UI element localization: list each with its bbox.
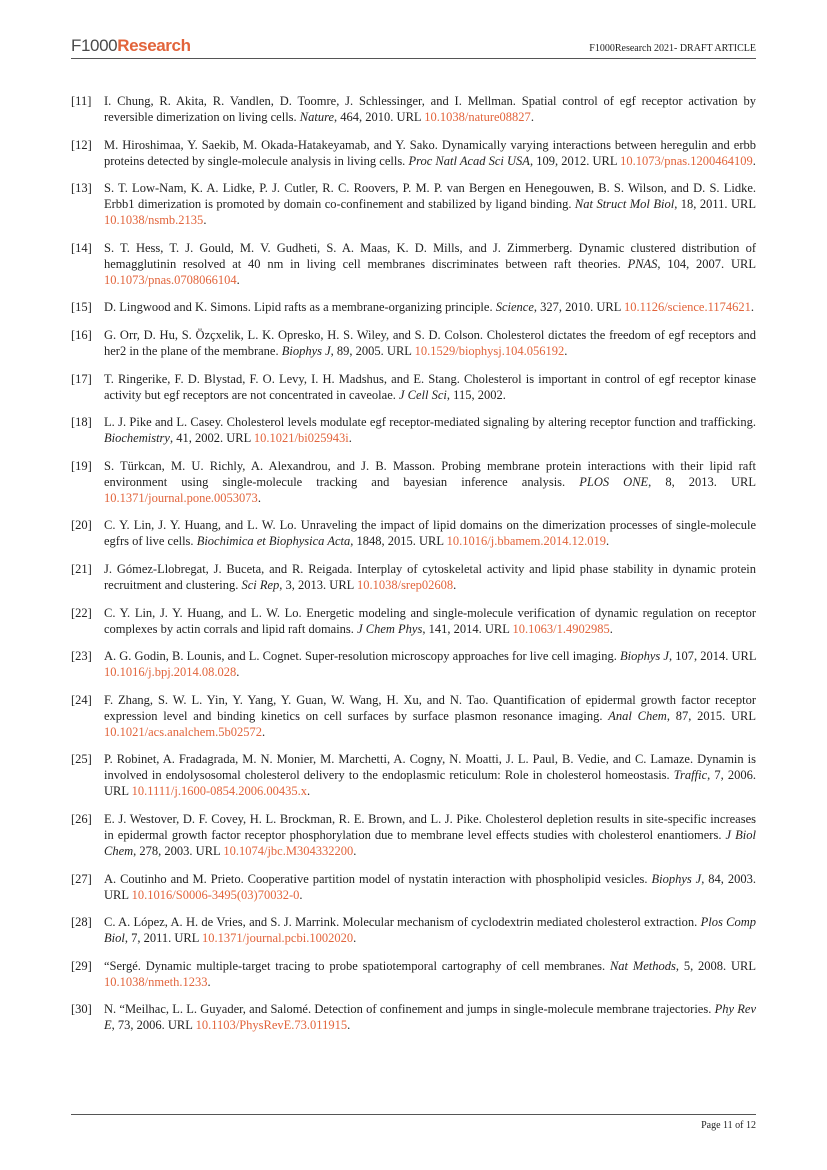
reference-authors-title: C. A. López, A. H. de Vries, and S. J. Marrink. Molecular mechanism of cyclodextrin mediated cholesterol extraction. (104, 915, 701, 930)
reference-list (71, 93, 756, 1045)
reference-item (71, 561, 756, 593)
page-number: Page 11 of 12 (701, 1120, 756, 1131)
reference-item (71, 414, 756, 446)
reference-number: [12] (71, 137, 92, 152)
reference-journal: J Biol Chem (104, 827, 756, 858)
reference-authors-title: A. Coutinho and M. Prieto. Cooperative partition model of nystatin interaction with phospholipid vesicles. (104, 871, 652, 886)
reference-item (71, 137, 756, 169)
reference-volume-year: , 107, 2014. URL (668, 649, 756, 664)
reference-authors-title: E. J. Westover, D. F. Covey, H. L. Brockman, R. E. Brown, and L. J. Pike. Cholesterol depletion results in site-specific increases in epidermal growth factor receptor phosphorylation due to membrane level effects studies with cholesterol enantiomers. (104, 811, 756, 842)
reference-end-punct: . (609, 621, 613, 636)
reference-journal: PLOS ONE (579, 474, 649, 489)
reference-number: [20] (71, 518, 92, 533)
reference-doi-link[interactable]: 10.1038/srep02608 (356, 577, 454, 592)
reference-item (71, 458, 756, 506)
reference-number: [29] (71, 958, 92, 973)
reference-end-punct: . (353, 843, 357, 858)
reference-number: [11] (71, 94, 92, 108)
reference-doi-link[interactable]: 10.1016/j.bbamem.2014.12.019 (446, 534, 607, 549)
footer-divider (71, 1114, 756, 1115)
reference-end-punct: . (347, 1018, 351, 1033)
reference-item (71, 648, 756, 680)
reference-end-punct: . (348, 431, 352, 446)
reference-authors-title: N. “Meilhac, L. L. Guyader, and Salomé. Detection of confinement and jumps in single-molecule membrane trajectories. (104, 1002, 715, 1017)
reference-item (71, 299, 756, 315)
reference-journal: J Cell Sci (399, 387, 447, 402)
reference-journal: Proc Natl Acad Sci USA (408, 153, 530, 168)
reference-end-punct: . (236, 272, 240, 287)
reference-number: [16] (71, 327, 92, 342)
reference-text (104, 180, 756, 228)
reference-journal: Biochimica et Biophysica Acta (196, 534, 351, 549)
reference-doi-link[interactable]: 10.1074/jbc.M304332200 (223, 843, 354, 858)
reference-end-punct: . (353, 931, 357, 946)
reference-item (71, 180, 756, 228)
reference-journal: Science (495, 300, 534, 315)
reference-authors-title: S. T. Low-Nam, K. A. Lidke, P. J. Cutler, R. C. Roovers, P. M. P. van Bergen en Henegouwen, B. S. Wilson, and D. S. Lidke. Erbb1 dimerization is promoted by domain co-confinement and stabilized by ligand binding. (104, 181, 756, 212)
reference-text (104, 605, 756, 637)
reference-volume-year: , 84, 2003. URL (104, 871, 756, 902)
reference-end-punct: . (299, 887, 303, 902)
reference-volume-year: , 87, 2015. URL (666, 708, 757, 723)
logo-research: Research (117, 36, 191, 55)
reference-authors-title: S. T. Hess, T. J. Gould, M. V. Gudheti, S. A. Maas, K. D. Mills, and J. Zimmerberg. Dynamic clustered distribution of hemagglutinin resolved at 40 nm in living cell membranes discriminates between raft theories. (104, 240, 756, 271)
reference-end-punct: . (203, 213, 207, 228)
reference-authors-title: T. Ringerike, F. D. Blystad, F. O. Levy, I. H. Madshus, and E. Stang. Cholesterol is important in control of egf receptor kinase activity but egf receptors are not concentrated in caveolae. (104, 371, 756, 402)
reference-text (104, 458, 756, 506)
header-article-label: F1000Research 2021- DRAFT ARTICLE (589, 43, 756, 54)
reference-volume-year: , 464, 2010. URL (334, 110, 425, 124)
reference-doi-link[interactable]: 10.1111/j.1600-0854.2006.00435.x (131, 784, 308, 799)
reference-text (104, 751, 756, 799)
reference-volume-year: , 73, 2006. URL (111, 1018, 196, 1033)
reference-volume-year: , 278, 2003. URL (133, 843, 224, 858)
reference-volume-year: , 327, 2010. URL (533, 300, 625, 315)
reference-item (71, 1001, 756, 1033)
reference-doi-link[interactable]: 10.1063/1.4902985 (512, 621, 610, 636)
reference-authors-title: I. Chung, R. Akita, R. Vandlen, D. Toomre, J. Schlessinger, and I. Mellman. Spatial control of egf receptor activation by reversible dimerization on living cells. (104, 94, 756, 124)
reference-journal: Biophys J (620, 649, 669, 664)
reference-authors-title: L. J. Pike and L. Casey. Cholesterol levels modulate egf receptor-mediated signaling by altering receptor function and trafficking. (104, 415, 756, 430)
reference-journal: Biophys J (651, 871, 702, 886)
f1000research-logo[interactable] (71, 36, 191, 56)
reference-item (71, 93, 756, 125)
reference-text (104, 240, 756, 288)
reference-number: [17] (71, 371, 92, 386)
reference-text (104, 371, 756, 403)
reference-authors-title: C. Y. Lin, J. Y. Huang, and L. W. Lo. Unraveling the impact of lipid domains on the dimerization processes of single-molecule egfrs of live cells. (104, 518, 756, 549)
reference-number: [21] (71, 561, 92, 576)
reference-authors-title: C. Y. Lin, J. Y. Huang, and L. W. Lo. Energetic modeling and single-molecule verification of dynamic regulation on receptor complexes by actin corrals and lipid raft domains. (104, 605, 756, 636)
reference-item (71, 517, 756, 549)
reference-doi-link[interactable]: 10.1371/journal.pcbi.1002020 (202, 931, 354, 946)
reference-authors-title: J. Gómez-Llobregat, J. Buceta, and R. Reigada. Interplay of cytoskeletal activity and lipid phase stability in dynamic protein recruitment and clustering. (104, 561, 756, 592)
reference-authors-title: S. Türkcan, M. U. Richly, A. Alexandrou, and J. B. Masson. Probing membrane protein interactions with their lipid raft environment using single-molecule tracking and bayesian inference analysis. (104, 458, 756, 489)
reference-item (71, 871, 756, 903)
reference-item (71, 240, 756, 288)
reference-number: [18] (71, 415, 92, 430)
reference-text (104, 958, 756, 990)
reference-authors-title: M. Hiroshimaa, Y. Saekib, M. Okada-Hatakeyamab, and Y. Sako. Dynamically varying interactions between heregulin and erbb proteins detected by single-molecule analysis in living cells. (104, 137, 756, 168)
reference-item (71, 958, 756, 990)
reference-doi-link[interactable]: 10.1529/biophysj.104.056192 (414, 343, 565, 358)
reference-volume-year: , 141, 2014. URL (422, 621, 513, 636)
reference-volume-year: , 89, 2005. URL (330, 343, 415, 358)
reference-text (104, 871, 756, 903)
reference-item (71, 371, 756, 403)
reference-authors-title: D. Lingwood and K. Simons. Lipid rafts as a membrane-organizing principle. (104, 300, 496, 315)
reference-journal: PNAS (627, 256, 658, 271)
reference-journal: Nat Methods (609, 958, 676, 973)
reference-item (71, 327, 756, 359)
reference-volume-year: , 1848, 2015. URL (350, 534, 447, 549)
reference-volume-year: , 5, 2008. URL (675, 958, 756, 973)
reference-number: [14] (71, 240, 92, 255)
reference-end-punct: . (236, 665, 240, 680)
reference-text (104, 517, 756, 549)
reference-text (104, 414, 756, 446)
reference-journal: Traffic (673, 768, 708, 783)
reference-end-punct: . (750, 300, 754, 315)
reference-volume-year: , 18, 2011. URL (674, 197, 756, 212)
reference-item (71, 914, 756, 946)
reference-item (71, 605, 756, 637)
reference-end-punct: . (261, 724, 266, 739)
reference-journal: Nature (299, 110, 335, 124)
reference-text (104, 327, 756, 359)
reference-journal: Plos Comp Biol (104, 915, 756, 946)
reference-text (104, 692, 756, 740)
reference-number: [25] (71, 752, 92, 767)
reference-journal: Nat Struct Mol Biol (574, 197, 675, 212)
reference-journal: Anal Chem (608, 708, 667, 723)
reference-journal: Phy Rev E (104, 1002, 756, 1033)
reference-text (104, 561, 756, 593)
reference-volume-year: , 7, 2006. URL (104, 768, 756, 799)
reference-journal: Sci Rep (241, 577, 280, 592)
reference-number: [15] (71, 300, 92, 315)
reference-volume-year: , 109, 2012. URL (529, 153, 621, 168)
reference-doi-link[interactable]: 10.1038/nsmb.2135 (104, 213, 204, 228)
reference-text (104, 648, 756, 680)
reference-volume-year: , 104, 2007. URL (657, 256, 756, 271)
page-header (71, 34, 756, 60)
reference-end-punct: . (564, 343, 568, 358)
reference-number: [28] (71, 915, 92, 930)
reference-authors-title: A. G. Godin, B. Lounis, and L. Cognet. Super-resolution microscopy approaches for live cell imaging. (104, 649, 620, 664)
reference-journal: J Chem Phys (357, 621, 423, 636)
reference-end-punct: . (453, 577, 457, 592)
reference-authors-title: P. Robinet, A. Fradagrada, M. N. Monier, M. Marchetti, A. Cogny, N. Moatti, J. L. Paul, B. Vedie, and C. Lamaze. Dynamin is involved in endolysosomal cholesterol delivery to the endoplasmic reticulum: Role in cholesterol homeostasis. (104, 752, 756, 783)
reference-end-punct: . (752, 153, 756, 168)
reference-journal: Biophys J (281, 343, 331, 358)
header-divider (71, 58, 756, 59)
reference-number: [13] (71, 181, 92, 196)
reference-number: [27] (71, 871, 92, 886)
reference-authors-title: “Sergé. Dynamic multiple-target tracing to probe spatiotemporal cartography of cell membranes. (104, 958, 610, 973)
reference-text (104, 93, 756, 125)
reference-authors-title: F. Zhang, S. W. L. Yin, Y. Yang, Y. Guan, W. Wang, H. Xu, and N. Tao. Quantification of epidermal growth factor receptor expression level and binding kinetics on cell surfaces by surface plasmon resonance imaging. (104, 692, 756, 723)
reference-number: [22] (71, 605, 92, 620)
reference-end-punct: . (257, 490, 261, 505)
reference-end-punct: . (606, 534, 610, 549)
reference-text (104, 914, 756, 946)
reference-authors-title: G. Orr, D. Hu, S. Özçxelik, L. K. Opresko, H. S. Wiley, and S. D. Colson. Cholesterol dictates the freedom of egf receptors and her2 in the plane of the membrane. (104, 327, 756, 358)
reference-doi-link[interactable]: 10.1016/j.bpj.2014.08.028 (104, 665, 237, 680)
reference-journal: Biochemistry (104, 431, 170, 446)
reference-doi-link[interactable]: 10.1103/PhysRevE.73.011915 (195, 1018, 348, 1033)
reference-doi-link[interactable]: 10.1038/nmeth.1233 (104, 974, 208, 989)
reference-item (71, 692, 756, 740)
reference-volume-year: , 115, 2002. (446, 387, 506, 402)
reference-text (104, 811, 756, 859)
reference-doi-link[interactable]: 10.1371/journal.pone.0053073 (104, 490, 258, 505)
reference-volume-year: , 3, 2013. URL (279, 577, 357, 592)
reference-volume-year: , 41, 2002. URL (169, 431, 254, 446)
reference-doi-link[interactable]: 10.1038/nature08827 (424, 110, 531, 124)
logo-f1000: F1000 (71, 36, 118, 55)
reference-number: [26] (71, 811, 92, 826)
reference-doi-link[interactable]: 10.1021/bi025943i (253, 431, 349, 446)
reference-doi-link[interactable]: 10.1073/pnas.1200464109 (620, 153, 753, 168)
reference-doi-link[interactable]: 10.1021/acs.analchem.5b02572 (104, 724, 262, 739)
reference-text (104, 137, 756, 169)
reference-number: [19] (71, 458, 92, 473)
reference-number: [24] (71, 692, 92, 707)
reference-item (71, 751, 756, 799)
reference-end-punct: . (207, 974, 211, 989)
reference-end-punct: . (530, 110, 534, 124)
reference-doi-link[interactable]: 10.1016/S0006-3495(03)70032-0 (131, 887, 300, 902)
reference-text (104, 299, 756, 315)
reference-doi-link[interactable]: 10.1126/science.1174621 (624, 300, 751, 315)
reference-doi-link[interactable]: 10.1073/pnas.0708066104 (104, 272, 237, 287)
reference-number: [30] (71, 1002, 92, 1017)
reference-end-punct: . (307, 784, 311, 799)
reference-text (104, 1001, 756, 1033)
reference-volume-year: , 8, 2013. URL (648, 474, 756, 489)
reference-number: [23] (71, 649, 92, 664)
reference-item (71, 811, 756, 859)
reference-volume-year: , 7, 2011. URL (124, 931, 203, 946)
